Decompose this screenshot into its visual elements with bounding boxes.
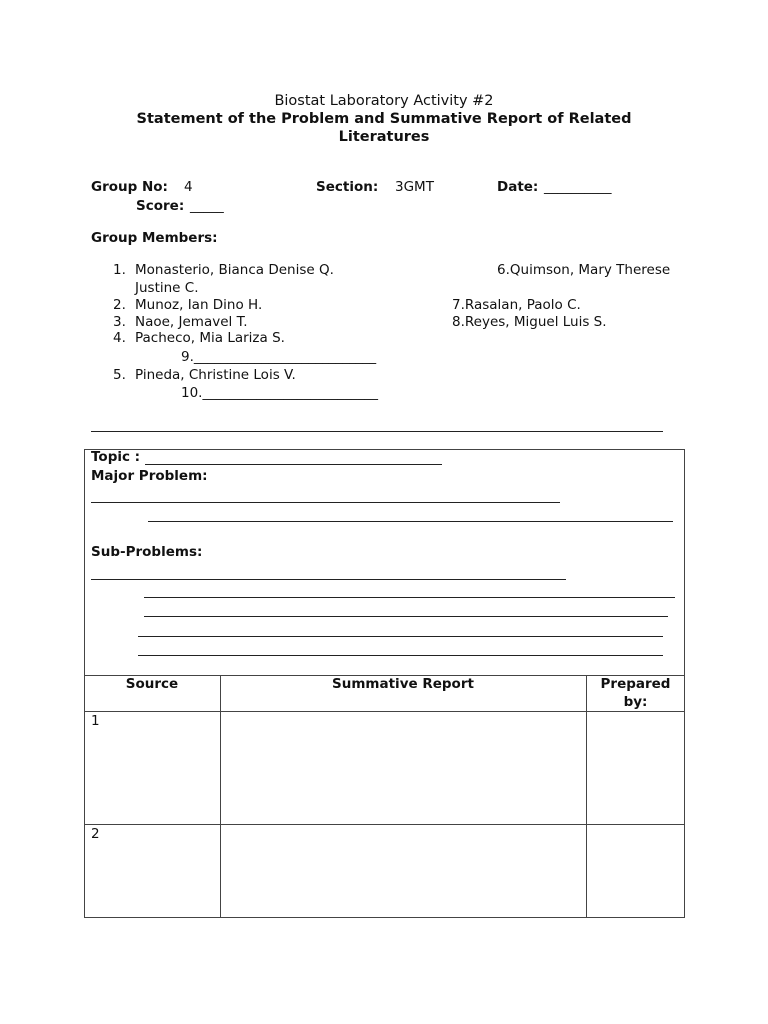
member-9: 9.___________________________ (181, 349, 377, 365)
member-5-number: 5. (113, 367, 126, 383)
topic-blank (145, 464, 442, 465)
col-header-source: Source (125, 676, 179, 692)
title-line-3: Literatures (338, 129, 430, 145)
member-1-number: 1. (113, 262, 126, 278)
date-label: Date: (497, 179, 539, 195)
sub-problem-blank-4 (138, 636, 663, 637)
member-6: 6.Quimson, Mary Therese (497, 262, 671, 278)
member-3-number: 3. (113, 314, 126, 330)
col-header-summative-report: Summative Report (332, 676, 474, 692)
table-header-rule (84, 711, 685, 712)
col-header-prepared-by-1: Prepared (600, 676, 671, 692)
group-no-value: 4 (184, 179, 193, 195)
sub-problem-blank-5 (138, 655, 663, 656)
member-5: Pineda, Christine Lois V. (135, 367, 296, 383)
member-2: Munoz, Ian Dino H. (135, 297, 263, 313)
group-no-label: Group No: (91, 179, 168, 195)
member-3: Naoe, Jemavel T. (135, 314, 248, 330)
sub-problems-label: Sub-Problems: (91, 544, 203, 560)
score-label: Score: (136, 198, 185, 214)
table-row-1-number: 1 (91, 713, 100, 729)
table-row-rule (84, 824, 685, 825)
member-4-number: 4. (113, 330, 126, 346)
member-4: Pacheco, Mia Lariza S. (135, 330, 285, 346)
member-6-continued: Justine C. (135, 280, 199, 296)
score-value: _____ (190, 198, 224, 214)
sub-problem-blank-1 (91, 579, 566, 580)
member-7: 7.Rasalan, Paolo C. (452, 297, 581, 313)
col-header-prepared-by-2: by: (623, 694, 648, 710)
table-row-2-number: 2 (91, 826, 100, 842)
member-10: 10.__________________________ (181, 385, 378, 401)
group-members-heading: Group Members: (91, 230, 218, 246)
section-value: 3GMT (395, 179, 434, 195)
title-line-1: Biostat Laboratory Activity #2 (274, 93, 494, 109)
member-1: Monasterio, Bianca Denise Q. (135, 262, 334, 278)
separator-line (91, 431, 663, 432)
date-value: __________ (544, 179, 612, 195)
major-problem-blank-2 (148, 521, 673, 522)
sub-problem-blank-2 (144, 597, 675, 598)
title-line-2: Statement of the Problem and Summative Report of Related (136, 111, 632, 127)
sub-problem-blank-3 (144, 616, 668, 617)
member-2-number: 2. (113, 297, 126, 313)
major-problem-blank-1 (91, 502, 560, 503)
member-8: 8.Reyes, Miguel Luis S. (452, 314, 607, 330)
section-label: Section: (316, 179, 379, 195)
topic-label: Topic : (91, 449, 141, 465)
major-problem-label: Major Problem: (91, 468, 208, 484)
